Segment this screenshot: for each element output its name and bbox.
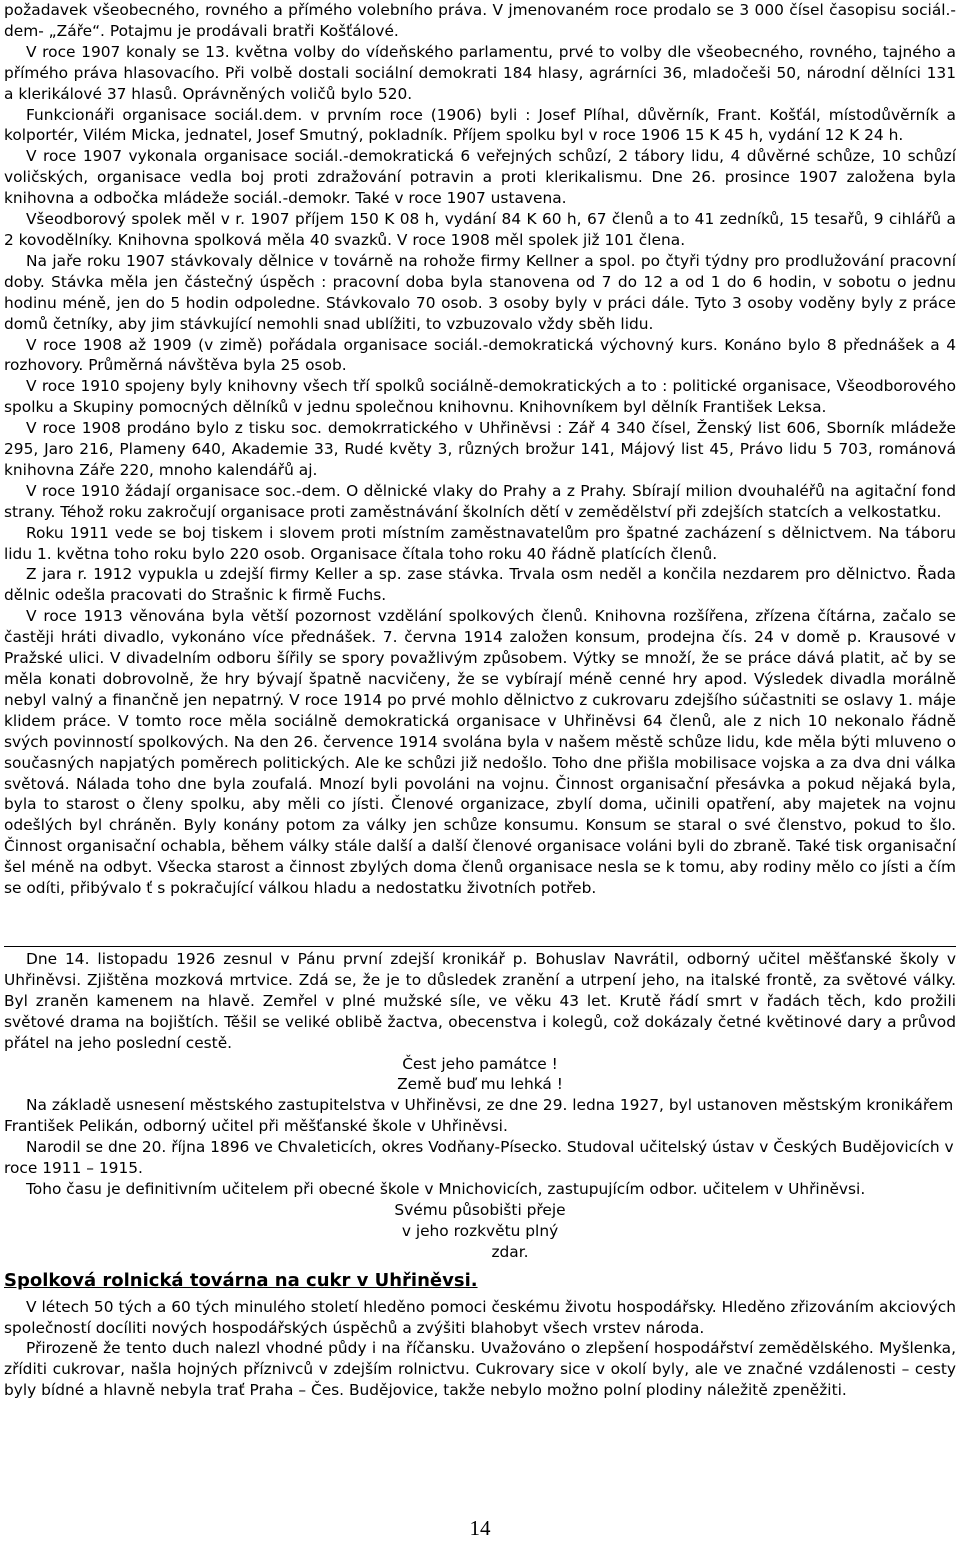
paragraph: Funkcionáři organisace sociál.dem. v prvním roce (1906) byli : Josef Plíhal, důvěrník, Frant. Košťál, místodůvěrník a kolportér, Vilém Micka, jednatel, Josef Smutný, pokladník. Příjem spolku byl v roce 1906 15 K 45 h, vydání 12 K 24 h. — [4, 105, 956, 145]
paragraph: V roce 1910 žádají organisace soc.-dem. O dělnické vlaky do Prahy a z Prahy. Sbírají milion dvouhaléřů na agitační fond strany. Téhož roku zakročují organisace proti zaměstnávání školních dětí v zemědělství při zdejších statcích a velkostatku. — [4, 481, 956, 521]
paragraph: požadavek všeobecného, rovného a přímého volebního práva. V jmenovaném roce prodalo se 3 000 čísel časopisu sociál.-dem- „Záře“. Potajmu je prodávali bratři Košťálové. — [4, 1, 956, 40]
document-page — [4, 0, 956, 1401]
paragraph: Roku 1911 vede se boj tiskem i slovem proti místním zaměstnavatelům pro špatné zacházení s dělnictvem. Na táboru lidu 1. května toho roku bylo 220 osob. Organisace čítala toho roku 40 řádně platících členů. — [4, 523, 956, 563]
paragraph: Dne 14. listopadu 1926 zesnul v Pánu první zdejší kronikář p. Bohuslav Navrátil, odborný učitel měšťanské školy v Uhřiněvsi. Zjištěna mozková mrtvice. Zdá se, že je to důsledek zranění a utrpení jeho, na italské frontě, za světové války. Byl zraněn kamenem na hlavě. Zemřel v plné mužské síle, ve věku 43 let. Krutě řádí smrt v řadách těch, kdo prožili světové drama na bojištích. Těšil se veliké oblibě žactva, obecenstva i kolegů, což dokázaly četné květinové dary a průvod přátel na jeho poslední cestě. — [4, 950, 956, 1052]
paragraph: Narodil se dne 20. října 1896 ve Chvaleticích, okres Vodňany-Písecko. Studoval učitelský ústav v Českých Budějovicích v roce 1911 – 1915. — [4, 1138, 954, 1178]
paragraph: Toho času je definitivním učitelem při obecné škole v Mnichovicích, zastupujícím odbor. učitelem v Uhřiněvsi. — [26, 1179, 866, 1198]
paragraph: Země buď mu lehká ! — [397, 1075, 563, 1094]
paragraph: zdar. — [491, 1242, 529, 1261]
section-divider — [4, 946, 956, 947]
paragraph: V roce 1913 věnována byla větší pozornost vzdělání spolkových členů. Knihovna rozšířena, zřízena čítárna, začalo se častěji hráti divadlo, vykonáno více přednášek. 7. června 1914 založen konsum, prodejna čís. 24 v domě p. Krausové v Pražské ulici. V divadelním odboru šířily se spory považlivým způsobem. Výtky se množí, že se práce dává platit, ač by se měla konati dobrovolně, že hry bývají špatně nacvičeny, že se vybírají méně cenné hry apod. Výsledek divadla morálně nebyl valný a finančně jen nepatrný. V roce 1914 po prvé mohlo dělnictvo z cukrovaru zdejšího súčastniti se oslavy 1. máje klidem práce. V tomto roce měla sociálně demokratická organisace v Uhřiněvsi 64 členů, ale z nich 10 nekonalo řádně svých povinností spolkových. Na den 26. července 1914 svolána byla v našem městě schůze lidu, kde měla býti mluveno o současných napjatých poměrech politických. Ale ke schůzi již nedošlo. Toho dne přišla mobilisace vojska a za dva dni válka světová. Nálada toho dne byla zoufalá. Mnozí byli povoláni na vojnu. Činnost organisační přesávka a pokud nějaká byla, byla to starost o členy spolku, aby měli co jísti. Členové organizace, zbylí doma, učinili opatření, aby majetek na vojnu odešlých byl chráněn. Byly konány potom za války jen schůze konsumu. Konsum se staral o své členstvo, pokud to šlo. Činnost organisační ochabla, během války stále další a další členové organisace voláni byli do zbraně. Také tisk organisační šel méně na odbyt. Všecka starost a činnost zbylých doma členů organisace nesla se k tomu, aby rodiny mělo co jísti a čím se odíti, přibývalo ť s pokračující válkou hladu a nedostatku životních potřeb. — [4, 607, 956, 898]
paragraph: V roce 1910 spojeny byly knihovny všech tří spolků sociálně-demokratických a to : politické organisace, Všeodborového spolku a Skupiny pomocných dělníků v jednu společnou knihovnu. Knihovníkem byl dělník František Leksa. — [4, 377, 956, 417]
chronicle-section-chroniclers — [4, 949, 956, 1263]
section-heading: Spolková rolnická továrna na cukr v Uhřiněvsi. — [4, 1269, 478, 1291]
paragraph: V roce 1908 až 1909 (v zimě) pořádala organisace sociál.-demokratická výchovný kurs. Konáno bylo 8 přednášek a 4 rozhovory. Průměrná návštěva byla 25 osob. — [4, 335, 956, 375]
paragraph: v jeho rozkvětu plný — [401, 1221, 559, 1240]
page-number: 14 — [469, 1516, 491, 1540]
paragraph: Přirozeně že tento duch nalezl vhodné půdy i na říčansku. Uvažováno o zlepšení hospodářství zemědělského. Myšlenka, zříditi cukrovar, našla hojných příznivců v zdejším rolnictvu. Cukrovary sice v okolí byly, ale ve značné vzdálenosti – cesty byly bídné a hlavně nebyla trať Praha – Čes. Budějovice, takže nebylo možno polní plodiny náležitě zpeněžiti. — [4, 1339, 956, 1400]
paragraph: Z jara r. 1912 vypukla u zdejší firmy Keller a sp. zase stávka. Trvala osm neděl a končila nezdarem pro dělnictvo. Řada dělnic odešla pracovati do Strašnic k firmě Fuchs. — [4, 565, 956, 605]
paragraph: Všeodborový spolek měl v r. 1907 příjem 150 K 08 h, vydání 84 K 60 h, 67 členů a to 41 zedníků, 15 tesařů, 9 cihlářů a 2 kovodělníky. Knihovna spolková měla 40 svazků. V roce 1908 měl spolek již 101 člena. — [4, 210, 956, 249]
paragraph: V létech 50 tých a 60 tých minulého století hleděno pomoci českému životu hospodářsky. Hleděno zřizováním akciových společností docíliti nových hospodářských úspěchů a zvýšiti blahobyt všech vrstev národa. — [4, 1297, 956, 1337]
chronicle-section-sugar-factory — [4, 1297, 956, 1402]
paragraph: Na základě usnesení městského zastupitelstva v Uhřiněvsi, ze dne 29. ledna 1927, byl ustanoven městským kronikářem František Pelikán, odborný učitel při měšťanské škole v Uhřiněvsi. — [4, 1096, 954, 1136]
paragraph: V roce 1907 vykonala organisace sociál.-demokratická 6 veřejných schůzí, 2 tábory lidu, 4 důvěrné schůze, 10 schůzí voličských, organisace vedla boj proti zdražování potravin a proti klerikalismu. Dne 26. prosince 1907 založena byla knihovna a odbočka mládeže sociál.-demokr. Také v roce 1907 ustavena. — [4, 147, 956, 208]
paragraph: Čest jeho památce ! — [402, 1054, 558, 1073]
chronicle-section-labor-movement — [4, 0, 956, 946]
paragraph: Svému působišti přeje — [394, 1200, 566, 1219]
paragraph: Na jaře roku 1907 stávkovaly dělnice v továrně na rohože firmy Kellner a spol. po čtyři týdny pro prodlužování pracovní doby. Stávka měla jen částečný úspěch : pracovní doba byla stanovena od 7 do 12 a od 1 do 6 hodin, v sobotu o jednu hodinu méně, jen do 5 hodin odpoledne. Stávkovalo 70 osob. 3 osoby byly v práci dále. Tyto 3 osoby voděny byly z práce domů četníky, aby jim stávkující nemohli snad ublížiti, to vzbuzovalo vždy sběh lidu. — [4, 251, 956, 333]
paragraph: V roce 1907 konaly se 13. května volby do vídeňského parlamentu, prvé to volby dle všeobecného, rovného, tajného a přímého práva hlasovacího. Při volbě dostali sociální demokrati 184 hlasy, agrárníci 36, mladočeši 50, národní dělníci 131 a klerikálové 37 hlasů. Oprávněných voličů bylo 520. — [4, 42, 956, 103]
paragraph: V roce 1908 prodáno bylo z tisku soc. demokrratického v Uhřiněvsi : Zář 4 340 čísel, Ženský list 606, Sborník mládeže 295, Jaro 216, Plameny 640, Akademie 33, Rudé květy 3, různých brožur 141, Májový list 45, Právo lidu 5 703, románová knihovna Záře 220, mnoho kalendářů aj. — [4, 419, 956, 479]
